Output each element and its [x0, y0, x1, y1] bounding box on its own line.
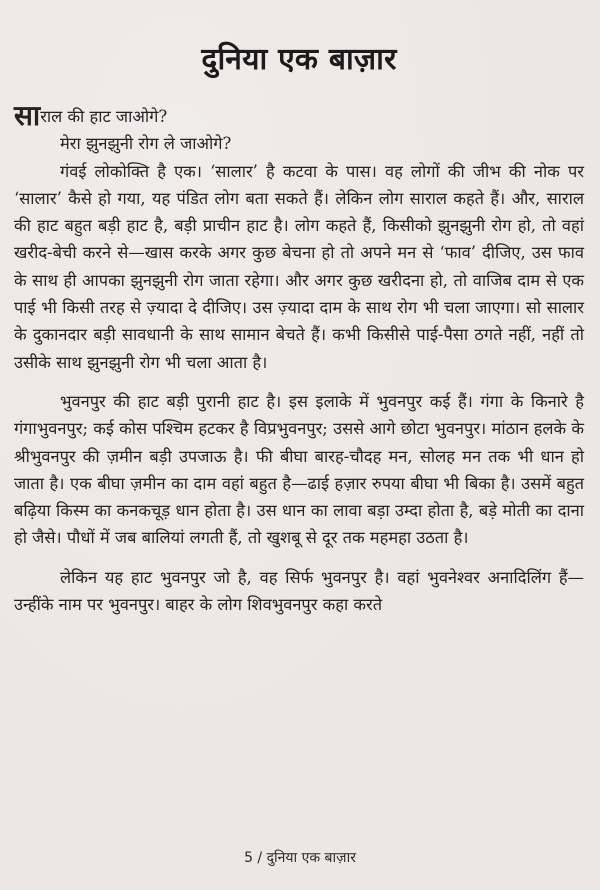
- paragraph-1: गंवई लोकोक्ति है एक। ‘सालार’ है कटवा के पास। वह लोगों की जीभ की नोक पर ‘सालार’ कैसे हो गया, यह पंडित लोग बता सकते हैं। लेकिन लोग साराल कहते हैं। और, साराल की हाट बहुत बड़ी हाट है, बड़ी प्राचीन हाट है। लोग कहते हैं, किसीको झुनझुनी रोग हो, तो वहां खरीद-बेची करने से—खास करके अगर कुछ बेचना हो तो अपने मन से ‘फाव’ दीजिए, उस फाव के साथ ही आपका झुनझुनी रोग जाता रहेगा। और अगर कुछ खरीदना हो, तो वाजिब दाम से एक पाई भी किसी तरह से ज़्यादा दे दीजिए। उस ज़्यादा दाम के साथ रोग भी चला जाएगा। सो सालार के दुकानदार बड़ी सावधानी के साथ सामान बेचते हैं। कभी किसीसे पाई-पैसा ठगते नहीं, नहीं तो उसीके साथ झुनझुनी रोग भी चला आता है।: [14, 161, 584, 372]
- chapter-body: [14, 99, 584, 618]
- show-through-text: [14, 0, 586, 22]
- paragraph-2: भुवनपुर की हाट बड़ी पुरानी हाट है। इस इलाके में भुवनपुर कई हैं। गंगा के किनारे है गंगाभुवनपुर; कई कोस पश्चिम हटकर है विप्रभुवनपुर; उससे आगे छोटा भुवनपुर। मांठान हलके के श्रीभुवनपुर की ज़मीन बड़ी उपजाऊ है। फी बीघा बारह-चौदह मन, सोलह मन तक भी धान हो जाता है। एक बीघा ज़मीन का दाम वहां बहुत है—ढाई हज़ार रुपया बीघा भी बिका है। उसमें बहुत बढ़िया किस्म का कनकचूड़ धान होता है। उस धान का लावा बड़ा उम्दा होता है, बड़े मोती का दाना हो जैसे। पौधों में जब बालियां लगती हैं, तो खुशबू से दूर तक महमहा उठता है।: [14, 391, 584, 548]
- chapter-title: दुनिया एक बाज़ार: [201, 42, 397, 77]
- opening-line-2: मेरा झुनझुनी रोग ले जाओगे?: [60, 134, 232, 154]
- paragraph-3: लेकिन यह हाट भुवनपुर जो है, वह सिर्फ भुवनपुर है। वहां भुवनेश्वर अनादिलिंग हैं—उन्हींके नाम पर भुवनपुर। बाहर के लोग शिवभुवनपुर कहा करते: [14, 567, 584, 615]
- page-footer: 5 / दुनिया एक बाज़ार: [244, 850, 356, 866]
- opening-line: [14, 99, 584, 132]
- drop-cap: सा: [14, 99, 41, 132]
- opening-line-rest: राल की हाट जाओगे?: [40, 107, 168, 126]
